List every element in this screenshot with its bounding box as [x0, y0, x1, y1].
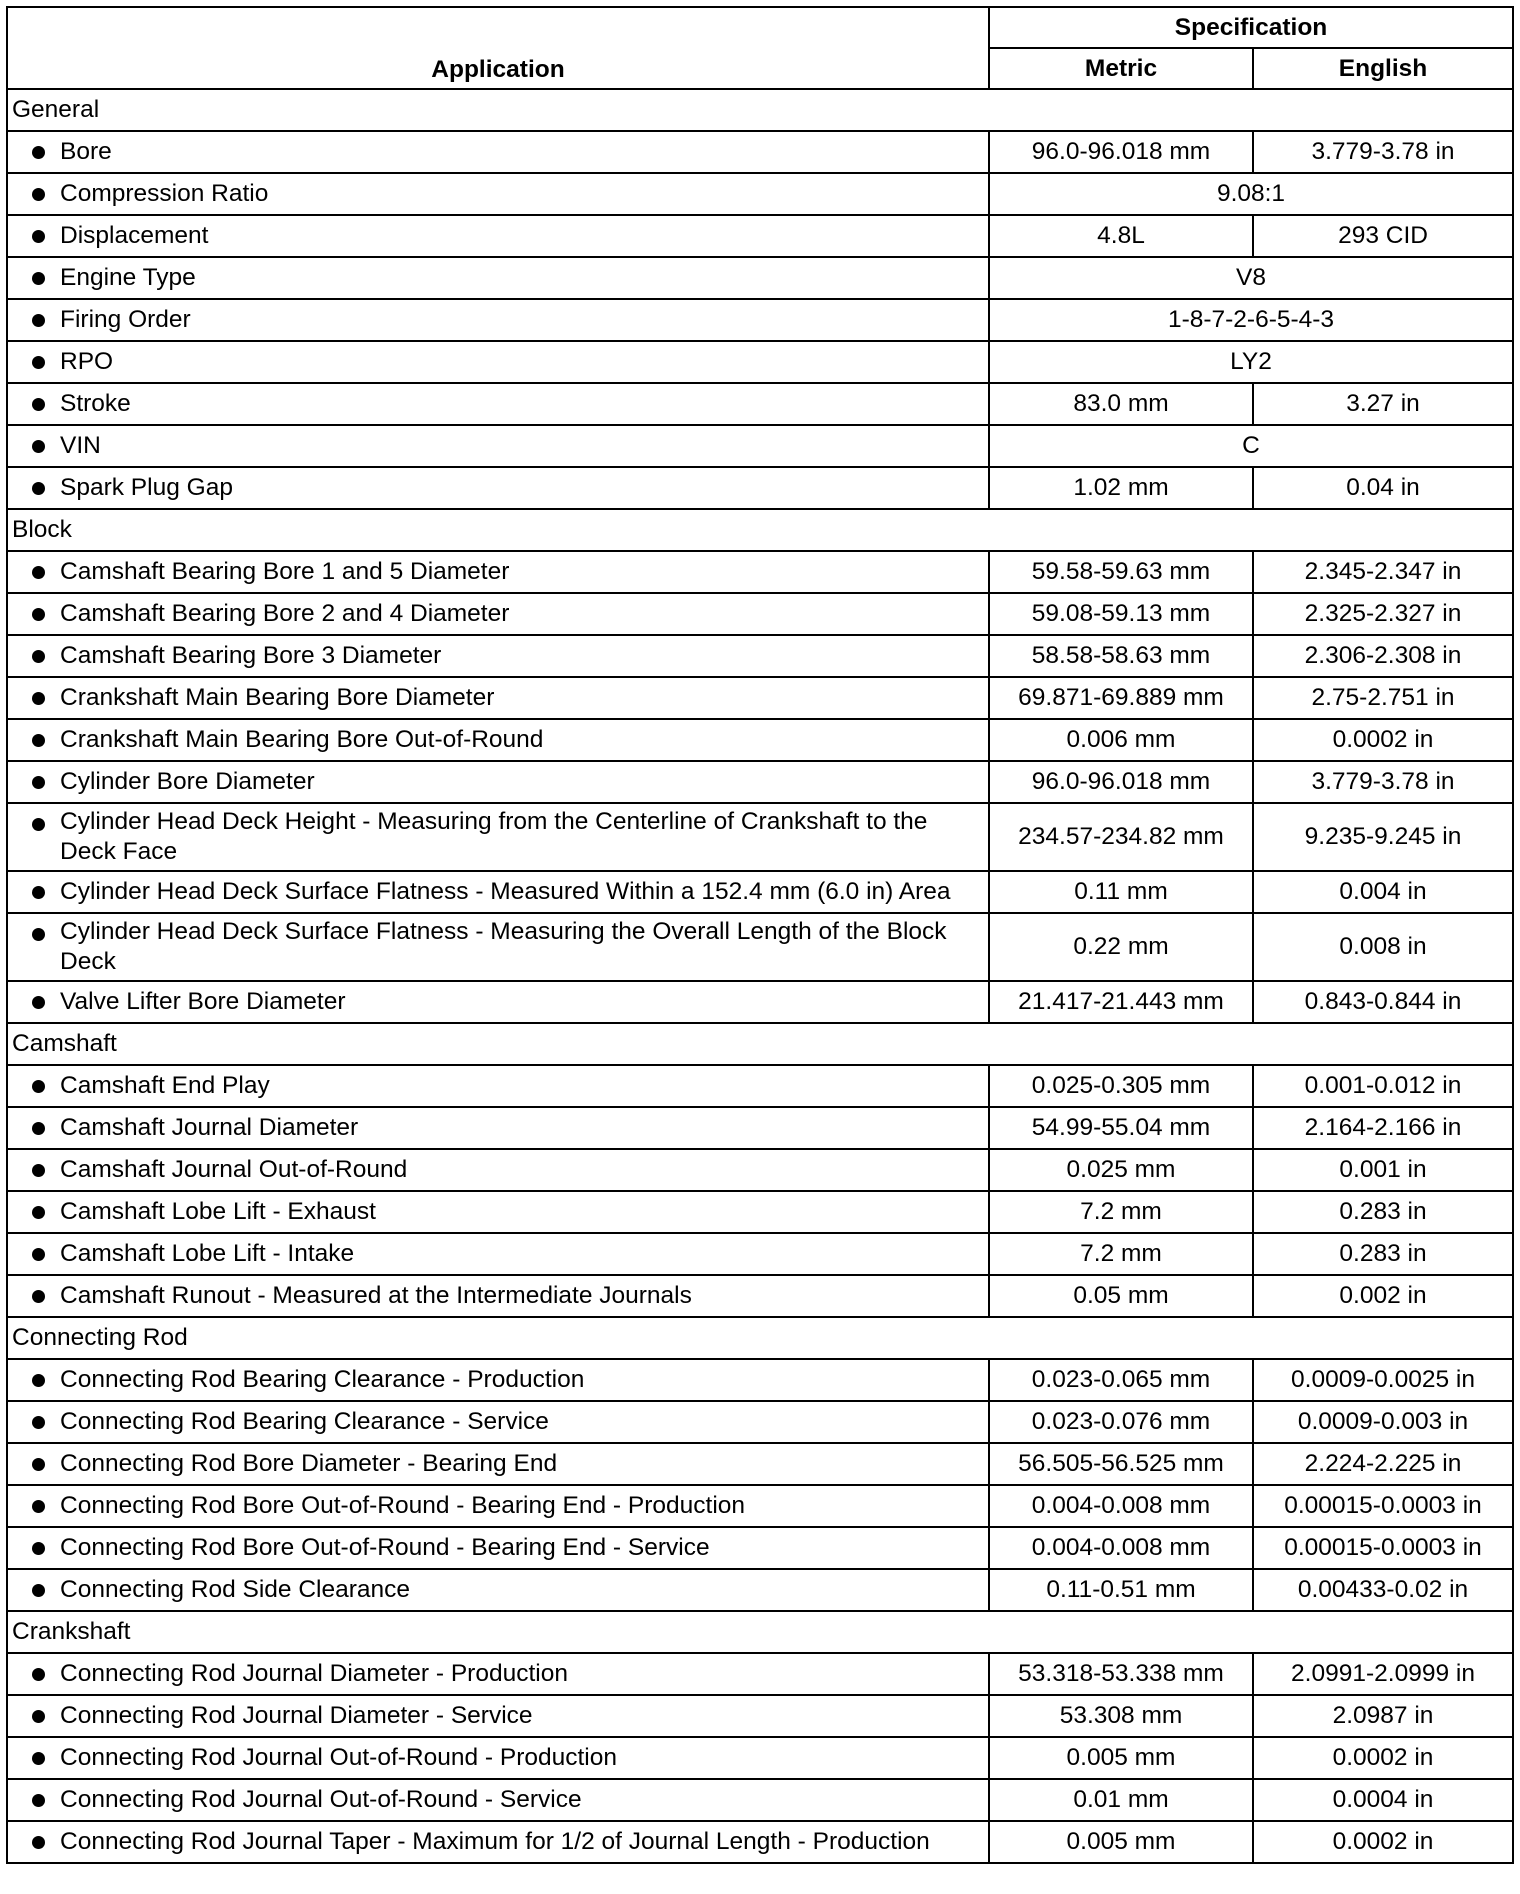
section-title: General: [7, 89, 1513, 131]
metric-value-cell: 96.0-96.018 mm: [989, 761, 1253, 803]
metric-value-cell: 0.22 mm: [989, 913, 1253, 981]
spec-value-cell: 1-8-7-2-6-5-4-3: [989, 299, 1513, 341]
table-row: [7, 299, 1513, 341]
table-row: [7, 1065, 1513, 1107]
table-row: [7, 1569, 1513, 1611]
bullet-icon: [32, 692, 45, 705]
application-label: Camshaft Lobe Lift - Intake: [60, 1240, 355, 1267]
english-value-cell: 0.00015-0.0003 in: [1253, 1527, 1513, 1569]
application-cell: [7, 1149, 989, 1191]
bullet-icon: [32, 1290, 45, 1303]
application-label: Connecting Rod Bore Out-of-Round - Bearing End - Service: [60, 1534, 710, 1561]
table-row: [7, 131, 1513, 173]
table-row: [7, 1191, 1513, 1233]
english-value-cell: 0.283 in: [1253, 1191, 1513, 1233]
metric-value-cell: 53.318-53.338 mm: [989, 1653, 1253, 1695]
bullet-icon: [32, 1416, 45, 1429]
english-value-cell: 0.0002 in: [1253, 1737, 1513, 1779]
bullet-icon: [32, 1584, 45, 1597]
application-cell: [7, 131, 989, 173]
application-label: Camshaft End Play: [60, 1072, 270, 1099]
application-label: Camshaft Journal Diameter: [60, 1114, 359, 1141]
application-label: Spark Plug Gap: [60, 474, 233, 501]
table-row: [7, 173, 1513, 215]
metric-value-cell: 0.025 mm: [989, 1149, 1253, 1191]
application-label: VIN: [60, 432, 101, 459]
application-label: Connecting Rod Bearing Clearance - Service: [60, 1408, 549, 1435]
table-row: [7, 257, 1513, 299]
table-row: [7, 341, 1513, 383]
table-body: [7, 89, 1513, 1863]
english-value-cell: 2.164-2.166 in: [1253, 1107, 1513, 1149]
bullet-icon: [32, 1752, 45, 1765]
metric-value-cell: 0.005 mm: [989, 1821, 1253, 1863]
bullet-icon: [32, 1164, 45, 1177]
english-value-cell: 0.0009-0.0025 in: [1253, 1359, 1513, 1401]
section-header-row: [7, 1023, 1513, 1065]
bullet-icon: [32, 818, 45, 831]
english-value-cell: 0.004 in: [1253, 871, 1513, 913]
application-label: Connecting Rod Bearing Clearance - Production: [60, 1366, 585, 1393]
bullet-icon: [32, 1374, 45, 1387]
section-title: Camshaft: [7, 1023, 1513, 1065]
metric-value-cell: 59.58-59.63 mm: [989, 551, 1253, 593]
bullet-icon: [32, 146, 45, 159]
bullet-icon: [32, 1542, 45, 1555]
metric-value-cell: 0.006 mm: [989, 719, 1253, 761]
metric-value-cell: 7.2 mm: [989, 1191, 1253, 1233]
english-value-cell: 0.002 in: [1253, 1275, 1513, 1317]
application-cell: [7, 1065, 989, 1107]
metric-value-cell: 0.023-0.065 mm: [989, 1359, 1253, 1401]
bullet-icon: [32, 996, 45, 1009]
spec-value-cell: LY2: [989, 341, 1513, 383]
application-column-header: Application: [7, 7, 989, 89]
table-row: [7, 719, 1513, 761]
section-title: Block: [7, 509, 1513, 551]
section-header-row: [7, 1611, 1513, 1653]
spec-value-cell: 9.08:1: [989, 173, 1513, 215]
application-label: Connecting Rod Journal Diameter - Production: [60, 1660, 568, 1687]
application-label: Cylinder Head Deck Height - Measuring from the Centerline of Crankshaft to the Deck Face: [60, 808, 928, 865]
application-cell: [7, 803, 989, 871]
application-label: RPO: [60, 348, 114, 375]
english-value-cell: 0.00433-0.02 in: [1253, 1569, 1513, 1611]
application-label: Compression Ratio: [60, 180, 269, 207]
application-cell: [7, 1527, 989, 1569]
english-value-cell: 0.008 in: [1253, 913, 1513, 981]
application-label: Camshaft Bearing Bore 1 and 5 Diameter: [60, 558, 510, 585]
english-value-cell: 0.843-0.844 in: [1253, 981, 1513, 1023]
application-cell: [7, 635, 989, 677]
metric-value-cell: 0.11-0.51 mm: [989, 1569, 1253, 1611]
table-row: [7, 677, 1513, 719]
application-cell: [7, 467, 989, 509]
table-row: [7, 913, 1513, 981]
table-row: [7, 1401, 1513, 1443]
english-value-cell: 0.001 in: [1253, 1149, 1513, 1191]
specification-sheet: [6, 6, 1512, 1864]
table-row: [7, 467, 1513, 509]
bullet-icon: [32, 1206, 45, 1219]
english-value-cell: 2.325-2.327 in: [1253, 593, 1513, 635]
table-row: [7, 1107, 1513, 1149]
application-label: Crankshaft Main Bearing Bore Out-of-Round: [60, 726, 544, 753]
application-label: Cylinder Head Deck Surface Flatness - Measured Within a 152.4 mm (6.0 in) Area: [60, 878, 951, 905]
application-cell: [7, 1779, 989, 1821]
section-header-row: [7, 509, 1513, 551]
metric-value-cell: 83.0 mm: [989, 383, 1253, 425]
bullet-icon: [32, 1710, 45, 1723]
application-cell: [7, 593, 989, 635]
english-value-cell: 3.27 in: [1253, 383, 1513, 425]
section-header-row: [7, 89, 1513, 131]
table-row: [7, 1653, 1513, 1695]
metric-value-cell: 0.11 mm: [989, 871, 1253, 913]
application-cell: [7, 1359, 989, 1401]
application-label: Connecting Rod Journal Diameter - Service: [60, 1702, 533, 1729]
application-cell: [7, 1653, 989, 1695]
bullet-icon: [32, 776, 45, 789]
table-row: [7, 1443, 1513, 1485]
bullet-icon: [32, 272, 45, 285]
application-cell: [7, 1821, 989, 1863]
application-label: Connecting Rod Side Clearance: [60, 1576, 411, 1603]
bullet-icon: [32, 1248, 45, 1261]
metric-value-cell: 7.2 mm: [989, 1233, 1253, 1275]
application-cell: [7, 1485, 989, 1527]
engine-spec-table: [6, 6, 1514, 1864]
application-cell: [7, 913, 989, 981]
bullet-icon: [32, 566, 45, 579]
english-value-cell: 0.001-0.012 in: [1253, 1065, 1513, 1107]
application-cell: [7, 1107, 989, 1149]
metric-value-cell: 234.57-234.82 mm: [989, 803, 1253, 871]
english-value-cell: 0.283 in: [1253, 1233, 1513, 1275]
english-column-header: English: [1253, 48, 1513, 89]
bullet-icon: [32, 482, 45, 495]
english-value-cell: 2.75-2.751 in: [1253, 677, 1513, 719]
application-label: Cylinder Head Deck Surface Flatness - Measuring the Overall Length of the Block Deck: [60, 918, 947, 975]
english-value-cell: 3.779-3.78 in: [1253, 761, 1513, 803]
table-row: [7, 981, 1513, 1023]
table-row: [7, 635, 1513, 677]
table-row: [7, 1695, 1513, 1737]
bullet-icon: [32, 928, 45, 941]
application-label: Camshaft Lobe Lift - Exhaust: [60, 1198, 376, 1225]
metric-value-cell: 58.58-58.63 mm: [989, 635, 1253, 677]
application-label: Connecting Rod Journal Taper - Maximum for 1/2 of Journal Length - Production: [60, 1828, 930, 1855]
application-label: Firing Order: [60, 306, 191, 333]
english-value-cell: 0.0009-0.003 in: [1253, 1401, 1513, 1443]
table-row: [7, 425, 1513, 467]
application-cell: [7, 1443, 989, 1485]
metric-value-cell: 1.02 mm: [989, 467, 1253, 509]
application-label: Connecting Rod Bore Diameter - Bearing End: [60, 1450, 558, 1477]
application-label: Engine Type: [60, 264, 196, 291]
table-row: [7, 1527, 1513, 1569]
table-row: [7, 1737, 1513, 1779]
metric-value-cell: 21.417-21.443 mm: [989, 981, 1253, 1023]
application-cell: [7, 425, 989, 467]
table-row: [7, 1821, 1513, 1863]
bullet-icon: [32, 734, 45, 747]
metric-value-cell: 0.01 mm: [989, 1779, 1253, 1821]
bullet-icon: [32, 398, 45, 411]
bullet-icon: [32, 1080, 45, 1093]
application-label: Valve Lifter Bore Diameter: [60, 988, 346, 1015]
metric-value-cell: 4.8L: [989, 215, 1253, 257]
bullet-icon: [32, 356, 45, 369]
table-row: [7, 593, 1513, 635]
spec-value-cell: C: [989, 425, 1513, 467]
metric-value-cell: 69.871-69.889 mm: [989, 677, 1253, 719]
table-row: [7, 1275, 1513, 1317]
bullet-icon: [32, 314, 45, 327]
metric-value-cell: 59.08-59.13 mm: [989, 593, 1253, 635]
table-header: [7, 7, 1513, 89]
application-cell: [7, 1737, 989, 1779]
application-cell: [7, 551, 989, 593]
english-value-cell: 0.0002 in: [1253, 719, 1513, 761]
bullet-icon: [32, 440, 45, 453]
application-label: Camshaft Journal Out-of-Round: [60, 1156, 408, 1183]
metric-value-cell: 96.0-96.018 mm: [989, 131, 1253, 173]
bullet-icon: [32, 1122, 45, 1135]
english-value-cell: 0.00015-0.0003 in: [1253, 1485, 1513, 1527]
application-cell: [7, 299, 989, 341]
application-label: Connecting Rod Journal Out-of-Round - Service: [60, 1786, 582, 1813]
bullet-icon: [32, 230, 45, 243]
english-value-cell: 2.306-2.308 in: [1253, 635, 1513, 677]
metric-column-header: Metric: [989, 48, 1253, 89]
bullet-icon: [32, 1668, 45, 1681]
table-row: [7, 1779, 1513, 1821]
application-label: Bore: [60, 138, 112, 165]
table-row: [7, 551, 1513, 593]
english-value-cell: 293 CID: [1253, 215, 1513, 257]
english-value-cell: 9.235-9.245 in: [1253, 803, 1513, 871]
english-value-cell: 2.224-2.225 in: [1253, 1443, 1513, 1485]
table-row: [7, 383, 1513, 425]
table-row: [7, 803, 1513, 871]
english-value-cell: 2.0991-2.0999 in: [1253, 1653, 1513, 1695]
bullet-icon: [32, 1836, 45, 1849]
bullet-icon: [32, 886, 45, 899]
application-cell: [7, 1275, 989, 1317]
application-label: Displacement: [60, 222, 209, 249]
section-title: Connecting Rod: [7, 1317, 1513, 1359]
application-cell: [7, 173, 989, 215]
english-value-cell: 2.345-2.347 in: [1253, 551, 1513, 593]
application-label: Stroke: [60, 390, 131, 417]
application-cell: [7, 1401, 989, 1443]
english-value-cell: 0.0004 in: [1253, 1779, 1513, 1821]
application-cell: [7, 341, 989, 383]
bullet-icon: [32, 1458, 45, 1471]
bullet-icon: [32, 608, 45, 621]
spec-value-cell: V8: [989, 257, 1513, 299]
application-label: Camshaft Bearing Bore 3 Diameter: [60, 642, 442, 669]
table-row: [7, 1359, 1513, 1401]
specification-column-header: Specification: [989, 7, 1513, 48]
metric-value-cell: 0.025-0.305 mm: [989, 1065, 1253, 1107]
application-cell: [7, 981, 989, 1023]
table-row: [7, 215, 1513, 257]
application-label: Cylinder Bore Diameter: [60, 768, 315, 795]
metric-value-cell: 0.004-0.008 mm: [989, 1485, 1253, 1527]
application-label: Camshaft Bearing Bore 2 and 4 Diameter: [60, 600, 510, 627]
table-row: [7, 761, 1513, 803]
application-cell: [7, 719, 989, 761]
english-value-cell: 0.04 in: [1253, 467, 1513, 509]
table-row: [7, 871, 1513, 913]
metric-value-cell: 0.005 mm: [989, 1737, 1253, 1779]
application-cell: [7, 257, 989, 299]
application-cell: [7, 215, 989, 257]
bullet-icon: [32, 650, 45, 663]
application-label: Connecting Rod Journal Out-of-Round - Production: [60, 1744, 618, 1771]
metric-value-cell: 0.05 mm: [989, 1275, 1253, 1317]
metric-value-cell: 0.023-0.076 mm: [989, 1401, 1253, 1443]
application-cell: [7, 761, 989, 803]
metric-value-cell: 53.308 mm: [989, 1695, 1253, 1737]
metric-value-cell: 56.505-56.525 mm: [989, 1443, 1253, 1485]
table-row: [7, 1149, 1513, 1191]
bullet-icon: [32, 1500, 45, 1513]
section-title: Crankshaft: [7, 1611, 1513, 1653]
table-row: [7, 1233, 1513, 1275]
application-label: Connecting Rod Bore Out-of-Round - Bearing End - Production: [60, 1492, 746, 1519]
application-label: Crankshaft Main Bearing Bore Diameter: [60, 684, 495, 711]
metric-value-cell: 54.99-55.04 mm: [989, 1107, 1253, 1149]
application-cell: [7, 677, 989, 719]
section-header-row: [7, 1317, 1513, 1359]
bullet-icon: [32, 1794, 45, 1807]
application-cell: [7, 1191, 989, 1233]
application-cell: [7, 1233, 989, 1275]
application-cell: [7, 1569, 989, 1611]
english-value-cell: 3.779-3.78 in: [1253, 131, 1513, 173]
application-cell: [7, 871, 989, 913]
bullet-icon: [32, 188, 45, 201]
application-cell: [7, 1695, 989, 1737]
english-value-cell: 2.0987 in: [1253, 1695, 1513, 1737]
metric-value-cell: 0.004-0.008 mm: [989, 1527, 1253, 1569]
application-label: Camshaft Runout - Measured at the Intermediate Journals: [60, 1282, 692, 1309]
table-row: [7, 1485, 1513, 1527]
english-value-cell: 0.0002 in: [1253, 1821, 1513, 1863]
application-cell: [7, 383, 989, 425]
